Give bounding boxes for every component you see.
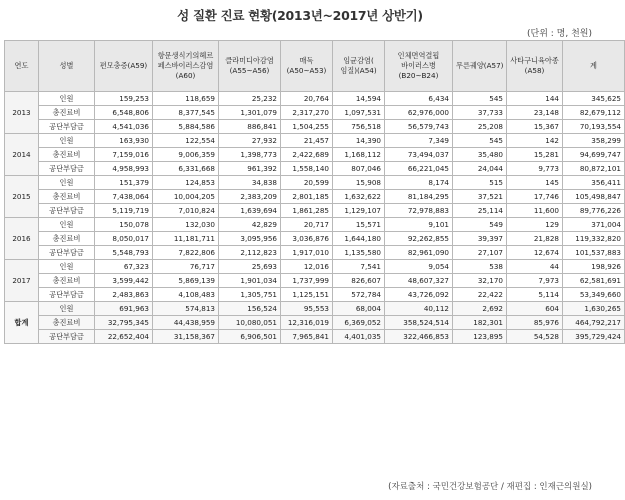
value-cell: 3,095,956 — [219, 232, 281, 246]
column-header-text: 페스바이러스감염 — [157, 61, 214, 70]
value-cell: 2,422,689 — [281, 148, 333, 162]
value-cell: 1,168,112 — [333, 148, 385, 162]
value-cell: 85,976 — [507, 316, 563, 330]
value-cell: 6,369,052 — [333, 316, 385, 330]
row-label-cell: 총진료비 — [39, 274, 95, 288]
value-cell: 356,411 — [563, 176, 625, 190]
value-cell: 3,599,442 — [95, 274, 153, 288]
value-cell: 11,600 — [507, 204, 563, 218]
column-header-text: 무른궤양(A57) — [456, 61, 504, 70]
value-cell: 545 — [453, 92, 507, 106]
column-header — [333, 41, 385, 92]
value-cell: 8,050,017 — [95, 232, 153, 246]
value-cell: 37,521 — [453, 190, 507, 204]
column-header-text: 임균감염( — [343, 56, 374, 65]
column-header — [281, 41, 333, 92]
value-cell: 42,829 — [219, 218, 281, 232]
value-cell: 62,581,691 — [563, 274, 625, 288]
column-header — [507, 41, 563, 92]
column-header — [39, 41, 95, 92]
row-label-cell: 총진료비 — [39, 148, 95, 162]
column-header — [5, 41, 39, 92]
column-header-text: 사타구니육아종 — [510, 56, 559, 65]
table-row — [5, 302, 625, 316]
value-cell: 6,331,668 — [153, 162, 219, 176]
value-cell: 105,498,847 — [563, 190, 625, 204]
value-cell: 92,262,855 — [385, 232, 453, 246]
value-cell: 15,281 — [507, 148, 563, 162]
value-cell: 32,795,345 — [95, 316, 153, 330]
value-cell: 549 — [453, 218, 507, 232]
row-label-cell: 인원 — [39, 302, 95, 316]
value-cell: 604 — [507, 302, 563, 316]
value-cell: 24,044 — [453, 162, 507, 176]
value-cell: 6,906,501 — [219, 330, 281, 344]
column-header-text: 편모충증(A59) — [99, 61, 148, 70]
value-cell: 124,853 — [153, 176, 219, 190]
value-cell: 9,054 — [385, 260, 453, 274]
value-cell: 691,963 — [95, 302, 153, 316]
value-cell: 2,317,270 — [281, 106, 333, 120]
value-cell: 25,114 — [453, 204, 507, 218]
value-cell: 15,908 — [333, 176, 385, 190]
value-cell: 118,659 — [153, 92, 219, 106]
value-cell: 17,746 — [507, 190, 563, 204]
value-cell: 198,926 — [563, 260, 625, 274]
value-cell: 70,193,554 — [563, 120, 625, 134]
value-cell: 807,046 — [333, 162, 385, 176]
table-row — [5, 232, 625, 246]
year-cell: 2014 — [5, 134, 39, 176]
value-cell: 14,594 — [333, 92, 385, 106]
value-cell: 14,390 — [333, 134, 385, 148]
value-cell: 2,801,185 — [281, 190, 333, 204]
value-cell: 27,107 — [453, 246, 507, 260]
table-row — [5, 92, 625, 106]
row-label-cell: 공단부담금 — [39, 246, 95, 260]
value-cell: 2,383,209 — [219, 190, 281, 204]
value-cell: 1,125,151 — [281, 288, 333, 302]
table-row — [5, 246, 625, 260]
value-cell: 515 — [453, 176, 507, 190]
value-cell: 122,554 — [153, 134, 219, 148]
value-cell: 1,632,622 — [333, 190, 385, 204]
row-label-cell: 총진료비 — [39, 106, 95, 120]
value-cell: 4,108,483 — [153, 288, 219, 302]
value-cell: 1,901,034 — [219, 274, 281, 288]
value-cell: 27,932 — [219, 134, 281, 148]
value-cell: 89,776,226 — [563, 204, 625, 218]
value-cell: 25,208 — [453, 120, 507, 134]
value-cell: 574,813 — [153, 302, 219, 316]
value-cell: 123,895 — [453, 330, 507, 344]
value-cell: 7,010,824 — [153, 204, 219, 218]
value-cell: 40,112 — [385, 302, 453, 316]
row-label-cell: 인원 — [39, 92, 95, 106]
value-cell: 5,884,586 — [153, 120, 219, 134]
value-cell: 23,148 — [507, 106, 563, 120]
value-cell: 22,422 — [453, 288, 507, 302]
value-cell: 10,004,205 — [153, 190, 219, 204]
table-row — [5, 134, 625, 148]
column-header — [453, 41, 507, 92]
value-cell: 34,838 — [219, 176, 281, 190]
value-cell: 1,398,773 — [219, 148, 281, 162]
value-cell: 101,537,883 — [563, 246, 625, 260]
value-cell: 80,872,101 — [563, 162, 625, 176]
value-cell: 1,861,285 — [281, 204, 333, 218]
value-cell: 572,784 — [333, 288, 385, 302]
value-cell: 7,438,064 — [95, 190, 153, 204]
table-row — [5, 274, 625, 288]
value-cell: 76,717 — [153, 260, 219, 274]
value-cell: 53,349,660 — [563, 288, 625, 302]
column-header-text: 연도 — [14, 61, 29, 70]
value-cell: 464,792,217 — [563, 316, 625, 330]
value-cell: 886,841 — [219, 120, 281, 134]
value-cell: 151,379 — [95, 176, 153, 190]
value-cell: 1,644,180 — [333, 232, 385, 246]
value-cell: 1,630,265 — [563, 302, 625, 316]
value-cell: 7,965,841 — [281, 330, 333, 344]
value-cell: 10,080,051 — [219, 316, 281, 330]
year-cell: 합계 — [5, 302, 39, 344]
value-cell: 4,541,036 — [95, 120, 153, 134]
row-label-cell: 공단부담금 — [39, 330, 95, 344]
value-cell: 1,504,255 — [281, 120, 333, 134]
value-cell: 545 — [453, 134, 507, 148]
row-label-cell: 공단부담금 — [39, 120, 95, 134]
table-row — [5, 204, 625, 218]
value-cell: 1,305,751 — [219, 288, 281, 302]
value-cell: 961,392 — [219, 162, 281, 176]
source-note: (자료출처 : 국민건강보험공단 / 재편집 : 인재근의원실) — [388, 482, 592, 492]
value-cell: 7,159,016 — [95, 148, 153, 162]
value-cell: 62,976,000 — [385, 106, 453, 120]
value-cell: 7,822,806 — [153, 246, 219, 260]
table-row — [5, 190, 625, 204]
value-cell: 129 — [507, 218, 563, 232]
value-cell: 32,170 — [453, 274, 507, 288]
value-cell: 20,599 — [281, 176, 333, 190]
value-cell: 2,483,863 — [95, 288, 153, 302]
value-cell: 5,869,139 — [153, 274, 219, 288]
row-label-cell: 공단부담금 — [39, 162, 95, 176]
value-cell: 7,541 — [333, 260, 385, 274]
value-cell: 12,674 — [507, 246, 563, 260]
value-cell: 11,181,711 — [153, 232, 219, 246]
value-cell: 159,253 — [95, 92, 153, 106]
value-cell: 35,480 — [453, 148, 507, 162]
column-header-text: 클라미디아감염 — [225, 56, 274, 65]
value-cell: 150,078 — [95, 218, 153, 232]
value-cell: 1,301,079 — [219, 106, 281, 120]
value-cell: 82,679,112 — [563, 106, 625, 120]
row-label-cell: 인원 — [39, 134, 95, 148]
value-cell: 21,828 — [507, 232, 563, 246]
value-cell: 358,299 — [563, 134, 625, 148]
header-row — [5, 41, 625, 92]
value-cell: 1,097,531 — [333, 106, 385, 120]
value-cell: 5,114 — [507, 288, 563, 302]
value-cell: 73,494,037 — [385, 148, 453, 162]
value-cell: 1,917,010 — [281, 246, 333, 260]
value-cell: 95,553 — [281, 302, 333, 316]
value-cell: 1,737,999 — [281, 274, 333, 288]
value-cell: 163,930 — [95, 134, 153, 148]
value-cell: 9,006,359 — [153, 148, 219, 162]
value-cell: 4,401,035 — [333, 330, 385, 344]
row-label-cell: 인원 — [39, 218, 95, 232]
value-cell: 12,016 — [281, 260, 333, 274]
value-cell: 371,004 — [563, 218, 625, 232]
table-row — [5, 316, 625, 330]
column-header-text: 임질)(A54) — [340, 66, 377, 75]
value-cell: 82,961,090 — [385, 246, 453, 260]
value-cell: 8,174 — [385, 176, 453, 190]
column-header — [563, 41, 625, 92]
value-cell: 44,438,959 — [153, 316, 219, 330]
value-cell: 9,101 — [385, 218, 453, 232]
value-cell: 5,119,719 — [95, 204, 153, 218]
value-cell: 1,558,140 — [281, 162, 333, 176]
table-row — [5, 260, 625, 274]
column-header-text: (B20~B24) — [398, 71, 439, 80]
value-cell: 756,518 — [333, 120, 385, 134]
value-cell: 4,958,993 — [95, 162, 153, 176]
value-cell: 2,692 — [453, 302, 507, 316]
value-cell: 20,764 — [281, 92, 333, 106]
value-cell: 1,129,107 — [333, 204, 385, 218]
value-cell: 144 — [507, 92, 563, 106]
value-cell: 145 — [507, 176, 563, 190]
value-cell: 37,733 — [453, 106, 507, 120]
column-header — [219, 41, 281, 92]
value-cell: 67,323 — [95, 260, 153, 274]
value-cell: 345,625 — [563, 92, 625, 106]
value-cell: 538 — [453, 260, 507, 274]
value-cell: 826,607 — [333, 274, 385, 288]
value-cell: 3,036,876 — [281, 232, 333, 246]
value-cell: 94,699,747 — [563, 148, 625, 162]
value-cell: 132,030 — [153, 218, 219, 232]
row-label-cell: 총진료비 — [39, 316, 95, 330]
value-cell: 156,524 — [219, 302, 281, 316]
column-header-text: (A58) — [524, 66, 545, 75]
value-cell: 142 — [507, 134, 563, 148]
value-cell: 9,773 — [507, 162, 563, 176]
value-cell: 7,349 — [385, 134, 453, 148]
value-cell: 39,397 — [453, 232, 507, 246]
table-row — [5, 218, 625, 232]
year-cell: 2016 — [5, 218, 39, 260]
value-cell: 15,367 — [507, 120, 563, 134]
value-cell: 395,729,424 — [563, 330, 625, 344]
value-cell: 8,377,545 — [153, 106, 219, 120]
row-label-cell: 공단부담금 — [39, 288, 95, 302]
table-row — [5, 120, 625, 134]
column-header — [385, 41, 453, 92]
unit-note: (단위 : 명, 천원) — [527, 29, 592, 39]
value-cell: 43,726,092 — [385, 288, 453, 302]
std-treatment-table — [4, 40, 625, 344]
value-cell: 1,639,694 — [219, 204, 281, 218]
column-header-text: 매독 — [299, 56, 314, 65]
row-label-cell: 총진료비 — [39, 190, 95, 204]
table-row — [5, 162, 625, 176]
year-cell: 2017 — [5, 260, 39, 302]
value-cell: 68,004 — [333, 302, 385, 316]
table-row — [5, 288, 625, 302]
value-cell: 15,571 — [333, 218, 385, 232]
row-label-cell: 공단부담금 — [39, 204, 95, 218]
value-cell: 81,184,295 — [385, 190, 453, 204]
table-body — [5, 92, 625, 344]
year-cell: 2015 — [5, 176, 39, 218]
table-row — [5, 148, 625, 162]
value-cell: 119,332,820 — [563, 232, 625, 246]
value-cell: 72,978,883 — [385, 204, 453, 218]
value-cell: 21,457 — [281, 134, 333, 148]
value-cell: 322,466,853 — [385, 330, 453, 344]
value-cell: 20,717 — [281, 218, 333, 232]
table-row — [5, 176, 625, 190]
value-cell: 25,693 — [219, 260, 281, 274]
column-header-text: (A60) — [175, 71, 196, 80]
value-cell: 56,579,743 — [385, 120, 453, 134]
column-header-text: 계 — [590, 61, 597, 70]
table-row — [5, 330, 625, 344]
value-cell: 44 — [507, 260, 563, 274]
value-cell: 6,548,806 — [95, 106, 153, 120]
value-cell: 31,158,367 — [153, 330, 219, 344]
value-cell: 5,548,793 — [95, 246, 153, 260]
value-cell: 48,607,327 — [385, 274, 453, 288]
value-cell: 54,528 — [507, 330, 563, 344]
year-cell: 2013 — [5, 92, 39, 134]
value-cell: 66,221,045 — [385, 162, 453, 176]
value-cell: 2,112,823 — [219, 246, 281, 260]
value-cell: 25,232 — [219, 92, 281, 106]
value-cell: 22,652,404 — [95, 330, 153, 344]
value-cell: 12,316,019 — [281, 316, 333, 330]
column-header-text: 성별 — [59, 61, 74, 70]
column-header-text: 바이러스병 — [401, 61, 436, 70]
value-cell: 182,301 — [453, 316, 507, 330]
value-cell: 6,434 — [385, 92, 453, 106]
value-cell: 7,973 — [507, 274, 563, 288]
column-header-text: 항문생식기의헤르 — [157, 51, 214, 60]
row-label-cell: 인원 — [39, 176, 95, 190]
value-cell: 1,135,580 — [333, 246, 385, 260]
value-cell: 358,524,514 — [385, 316, 453, 330]
column-header-text: (A50~A53) — [286, 66, 327, 75]
column-header — [153, 41, 219, 92]
row-label-cell: 인원 — [39, 260, 95, 274]
column-header — [95, 41, 153, 92]
column-header-text: (A55~A56) — [229, 66, 270, 75]
row-label-cell: 총진료비 — [39, 232, 95, 246]
column-header-text: 인체면역결핍 — [397, 51, 440, 60]
page-title: 성 질환 진료 현황(2013년~2017년 상반기) — [177, 8, 423, 23]
table-row — [5, 106, 625, 120]
